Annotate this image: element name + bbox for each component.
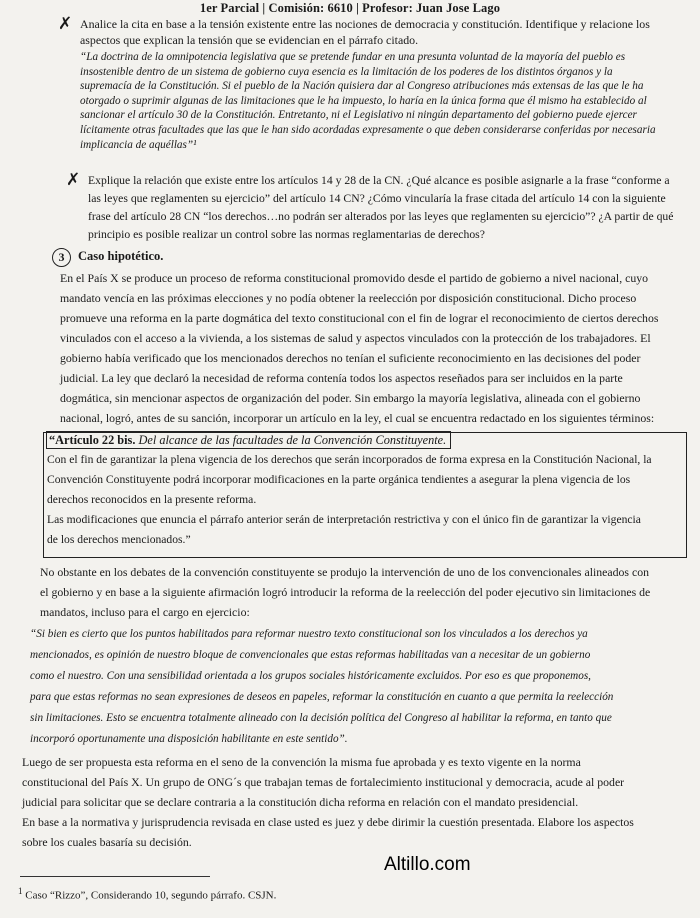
- article-body: [47, 450, 683, 550]
- article-line: derechos reconocidos en la presente reforma.: [47, 493, 257, 506]
- quote-2-line: mencionados, es opinión de nuestro bloque de convencionales que estas reformas habilitadas van a necesitar de un gobierno: [30, 649, 591, 661]
- closing-line: judicial para solicitar que se declare contraria a la constitución dicha reforma en relación con el mandato presidencial.: [22, 795, 579, 809]
- quote-1-line: otorgado o suprimir algunas de las limitaciones que le ha impuesto, lo haría en la única forma que él mismo ha establecido al: [80, 94, 647, 107]
- article-title: [46, 431, 451, 449]
- question-number-3: 3: [52, 248, 71, 267]
- case-line: gobierno había verificado que los mencionados derechos no tenían el suficiente reconocimiento en las decisiones del poder: [60, 351, 641, 365]
- question-1-line: aspectos que explican la tensión que se evidencian en el párrafo citado.: [80, 33, 419, 47]
- quote-2: [30, 624, 690, 750]
- quote-2-line: sin limitaciones. Esto se encuentra totalmente alineado con la decisión política del Congreso al habilitar la reforma, en tanto que: [30, 712, 612, 724]
- case-line: En el País X se produce un proceso de reforma constitucional promovido desde el partido de gobierno a nivel nacional, cuyo: [60, 271, 649, 285]
- quote-1-line: sancionar el artículo 30 de la Constitución. Entretanto, ni el Legislativo ni ningún departamento del gobierno puede ejercer: [80, 109, 637, 122]
- article-title-bold: “Artículo 22 bis.: [49, 433, 136, 447]
- after-article-line: mandatos, incluso para el cargo en ejercicio:: [40, 605, 250, 619]
- article-line: de los derechos mencionados.”: [47, 533, 191, 546]
- closing-text: [22, 752, 688, 852]
- question-2-line: las leyes que reglamenten su ejercicio” del artículo 14 CN? ¿Cómo vincularía la frase citada del artículo 14 con la siguiente: [88, 192, 666, 205]
- footnote-mark: 1: [18, 886, 23, 896]
- exam-header: 1er Parcial | Comisión: 6610 | Profesor: Juan Jose Lago: [199, 1, 501, 15]
- watermark: Altillo.com: [384, 854, 471, 875]
- closing-line: constitucional del País X. Un grupo de ONG´s que trabajan temas de fortalecimiento institucional y democracia, acude al poder: [22, 775, 625, 789]
- question-2: [88, 172, 688, 244]
- footnote-rule: [20, 876, 210, 877]
- quote-2-line: para que estas reformas no sean expresiones de deseos en papeles, reformar la constitución en cuanto a que permita la reelección: [30, 691, 614, 703]
- case-line: judicial. La ley que declaró la necesidad de reforma contenía todos los aspectos reseñados para ser incluidos en la parte: [60, 371, 623, 385]
- check-mark-icon: ✗: [58, 14, 73, 34]
- case-text: [60, 268, 686, 428]
- article-line: Con el fin de garantizar la plena vigencia de los derechos que serán incorporados de forma expresa en la Constitución Nacional, la: [47, 453, 652, 466]
- article-title-italic: Del alcance de las facultades de la Convención Constituyente.: [138, 433, 447, 447]
- quote-2-line: como el nuestro. Con una sensibilidad orientada a los grupos sociales históricamente excluidos. Por eso es que proponemos,: [30, 670, 591, 682]
- case-line: nacional, logró, antes de su sanción, incorporar un artículo en la ley, el cual se encuentra redactado en los siguientes términos:: [60, 411, 655, 425]
- after-article-line: No obstante en los debates de la convención constituyente se produjo la intervención de uno de los convencionales alineados con: [40, 565, 649, 579]
- question-1: [80, 16, 686, 48]
- quote-1-line: supremacía de la Constitución. Si el pueblo de la Nación quisiera dar al Congreso atribuciones más extensas de las que le ha: [80, 80, 644, 93]
- after-article-text: [40, 562, 688, 622]
- footnote-text: Caso “Rizzo”, Considerando 10, segundo párrafo. CSJN.: [25, 889, 277, 902]
- question-2-line: principio es posible realizar un control sobre las normas reglamentarias de derechos?: [88, 228, 485, 241]
- check-mark-icon: ✗: [66, 170, 81, 190]
- case-line: vinculados con el acceso a la vivienda, a los sistemas de salud y aspectos vinculados con la protección de los trabajadores. El: [60, 331, 651, 345]
- after-article-line: el gobierno y en base a la siguiente afirmación logró introducir la reforma de la reelección del poder ejecutivo sin limitaciones de: [40, 585, 651, 599]
- question-2-line: Explique la relación que existe entre los artículos 14 y 28 de la CN. ¿Qué alcance es posible asignarle a la frase “conforme a: [88, 174, 670, 187]
- case-title: Caso hipotético.: [78, 249, 164, 263]
- quote-2-line: incorporó oportunamente una disposición habilitante en este sentido”.: [30, 733, 348, 745]
- quote-2-line: “Si bien es cierto que los puntos habilitados para reformar nuestro texto constitucional son los vinculados a los derechos ya: [30, 628, 588, 640]
- quote-1: [80, 50, 690, 152]
- quote-1-line: insostenible dentro de un sistema de gobierno cuya esencia es la limitación de los poderes de los distintos órganos y la: [80, 65, 613, 78]
- quote-1-line: “La doctrina de la omnipotencia legislativa que se pretende fundar en una presunta voluntad de la mayoría del pueblo es: [80, 51, 626, 63]
- closing-line: Luego de ser propuesta esta reforma en el seno de la convención la misma fue aprobada y es texto vigente en la norma: [22, 755, 581, 769]
- quote-1-line: lícitamente otras facultades que las que le han sido acordadas expresamente o que deben considerarse conferidas por necesaria: [80, 123, 656, 136]
- footnote: [18, 886, 276, 902]
- article-line: Las modificaciones que enuncia el párrafo anterior serán de interpretación restrictiva y con el único fin de garantizar la vigencia: [47, 513, 641, 526]
- question-2-line: frase del artículo 28 CN “los derechos…no podrán ser alterados por las leyes que reglamenten su ejercicio”? ¿A partir de qué: [88, 210, 674, 223]
- article-line: Convención Constituyente podrá incorporar modificaciones en la parte orgánica tendientes a asegurar la plena vigencia de los: [47, 473, 631, 486]
- case-line: mandato vencía en las próximas elecciones y no podía obtener la reelección por disposición constitucional. Dicho proceso: [60, 291, 637, 305]
- closing-line: En base a la normativa y jurisprudencia revisada en clase usted es juez y debe dirimir la cuestión presentada. Elabore los aspectos: [22, 815, 634, 829]
- question-1-line: Analice la cita en base a la tensión existente entre las nociones de democracia y constitución. Identifique y relacione los: [80, 17, 650, 31]
- quote-1-line: implicancia de aquéllas”¹: [80, 138, 197, 151]
- closing-line: sobre los cuales basaría su decisión.: [22, 835, 192, 849]
- case-line: dogmática, sin mencionar aspectos de organización del poder. Sin embargo la mayoría legislativa, alineada con el gobierno: [60, 391, 641, 405]
- case-line: promueve una reforma en la parte dogmática del texto constitucional con el fin de lograr el reconocimiento de ciertos derechos: [60, 311, 659, 325]
